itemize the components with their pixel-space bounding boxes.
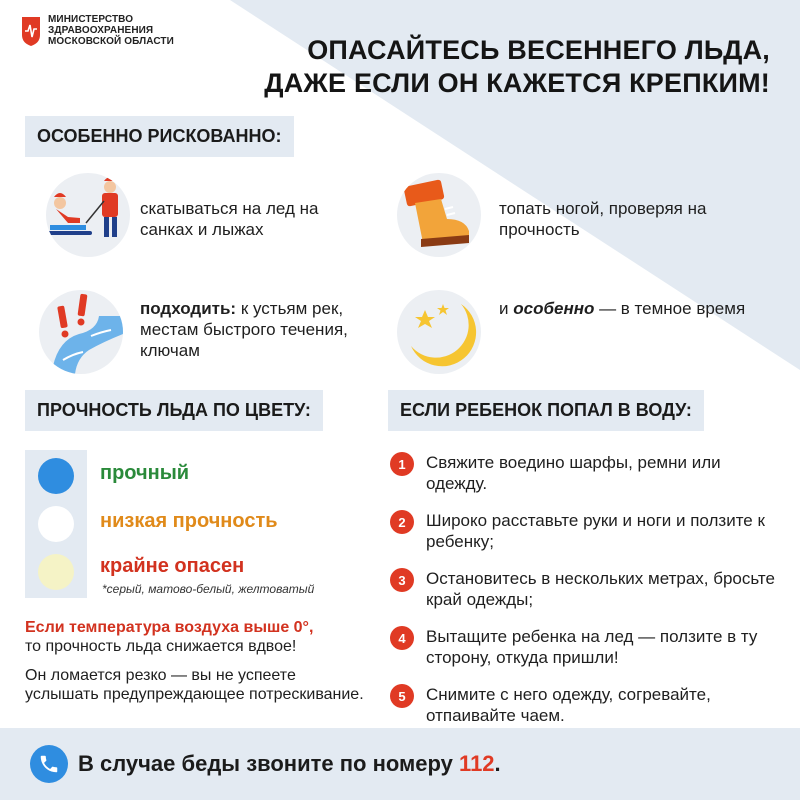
step-text: Широко расставьте руки и ноги и ползите к ребенку; bbox=[426, 511, 765, 551]
risky-item-dark: и особенно — в темное время bbox=[499, 299, 746, 318]
emergency-footer bbox=[0, 728, 800, 800]
page-title: ОПАСАЙТЕСЬ ВЕСЕННЕГО ЛЬДА, ДАЖЕ ЕСЛИ ОН КАЖЕТСЯ КРЕПКИМ! bbox=[264, 35, 770, 98]
sledding-icon bbox=[46, 173, 130, 257]
risky-item-river: подходить: к устьям рек, местам быстрого течения, ключам bbox=[140, 299, 348, 360]
ministry-name: МИНИСТЕРСТВО ЗДРАВООХРАНЕНИЯ МОСКОВСКОЙ ОБЛАСТИ bbox=[48, 14, 174, 47]
step-number-badge: 3 bbox=[390, 568, 414, 592]
rescue-step bbox=[390, 452, 780, 494]
step-text: Свяжите воедино шарфы, ремни или одежду. bbox=[426, 453, 721, 493]
step-number-badge: 2 bbox=[390, 510, 414, 534]
rescue-step bbox=[390, 626, 780, 668]
step-text: Снимите с него одежду, согревайте, отпаивайте чаем. bbox=[426, 685, 711, 725]
child-in-water-title: ЕСЛИ РЕБЕНОК ПОПАЛ В ВОДУ: bbox=[388, 390, 704, 431]
moon-icon bbox=[397, 290, 481, 374]
ice-strength-title: ПРОЧНОСТЬ ЛЬДА ПО ЦВЕТУ: bbox=[25, 390, 323, 431]
risky-item-sledding: скатываться на лед на санках и лыжах bbox=[140, 199, 319, 239]
ice-dot-dangerous bbox=[38, 554, 74, 590]
risky-section-title: ОСОБЕННО РИСКОВАННО: bbox=[25, 116, 294, 157]
step-text: Остановитесь в нескольких метрах, бросьте край одежды; bbox=[426, 569, 775, 609]
step-text: Вытащите ребенка на лед — ползите в ту сторону, откуда пришли! bbox=[426, 627, 758, 667]
emergency-number[interactable]: 112 bbox=[459, 751, 495, 776]
step-number-badge: 1 bbox=[390, 452, 414, 476]
ice-dot-low bbox=[38, 506, 74, 542]
river-warning-icon bbox=[39, 290, 123, 374]
moscow-region-emblem-icon bbox=[20, 15, 42, 47]
risky-item-stomping: топать ногой, проверяя на прочность bbox=[499, 199, 707, 239]
ice-label-low: низкая прочность bbox=[100, 510, 278, 532]
rescue-steps-list bbox=[390, 452, 780, 726]
phone-icon[interactable] bbox=[30, 745, 68, 783]
ice-color-column bbox=[25, 450, 87, 598]
rescue-step bbox=[390, 568, 780, 610]
step-number-badge: 4 bbox=[390, 626, 414, 650]
rescue-step bbox=[390, 510, 780, 552]
ice-dot-strong bbox=[38, 458, 74, 494]
temperature-warning: Если температура воздуха выше 0°, то прочность льда снижается вдвое! bbox=[25, 619, 314, 655]
ice-footnote: *серый, матово-белый, желтоватый bbox=[102, 582, 315, 596]
rescue-step bbox=[390, 684, 780, 726]
boot-icon bbox=[397, 173, 481, 257]
step-number-badge: 5 bbox=[390, 684, 414, 708]
emergency-call-text: В случае беды звоните по номеру 112. bbox=[78, 751, 501, 776]
ice-label-dangerous: крайне опасен bbox=[100, 555, 245, 577]
ice-label-strong: прочный bbox=[100, 462, 190, 484]
breaking-note: Он ломается резко — вы не успеете услышать предупреждающее потрескивание. bbox=[25, 667, 364, 703]
